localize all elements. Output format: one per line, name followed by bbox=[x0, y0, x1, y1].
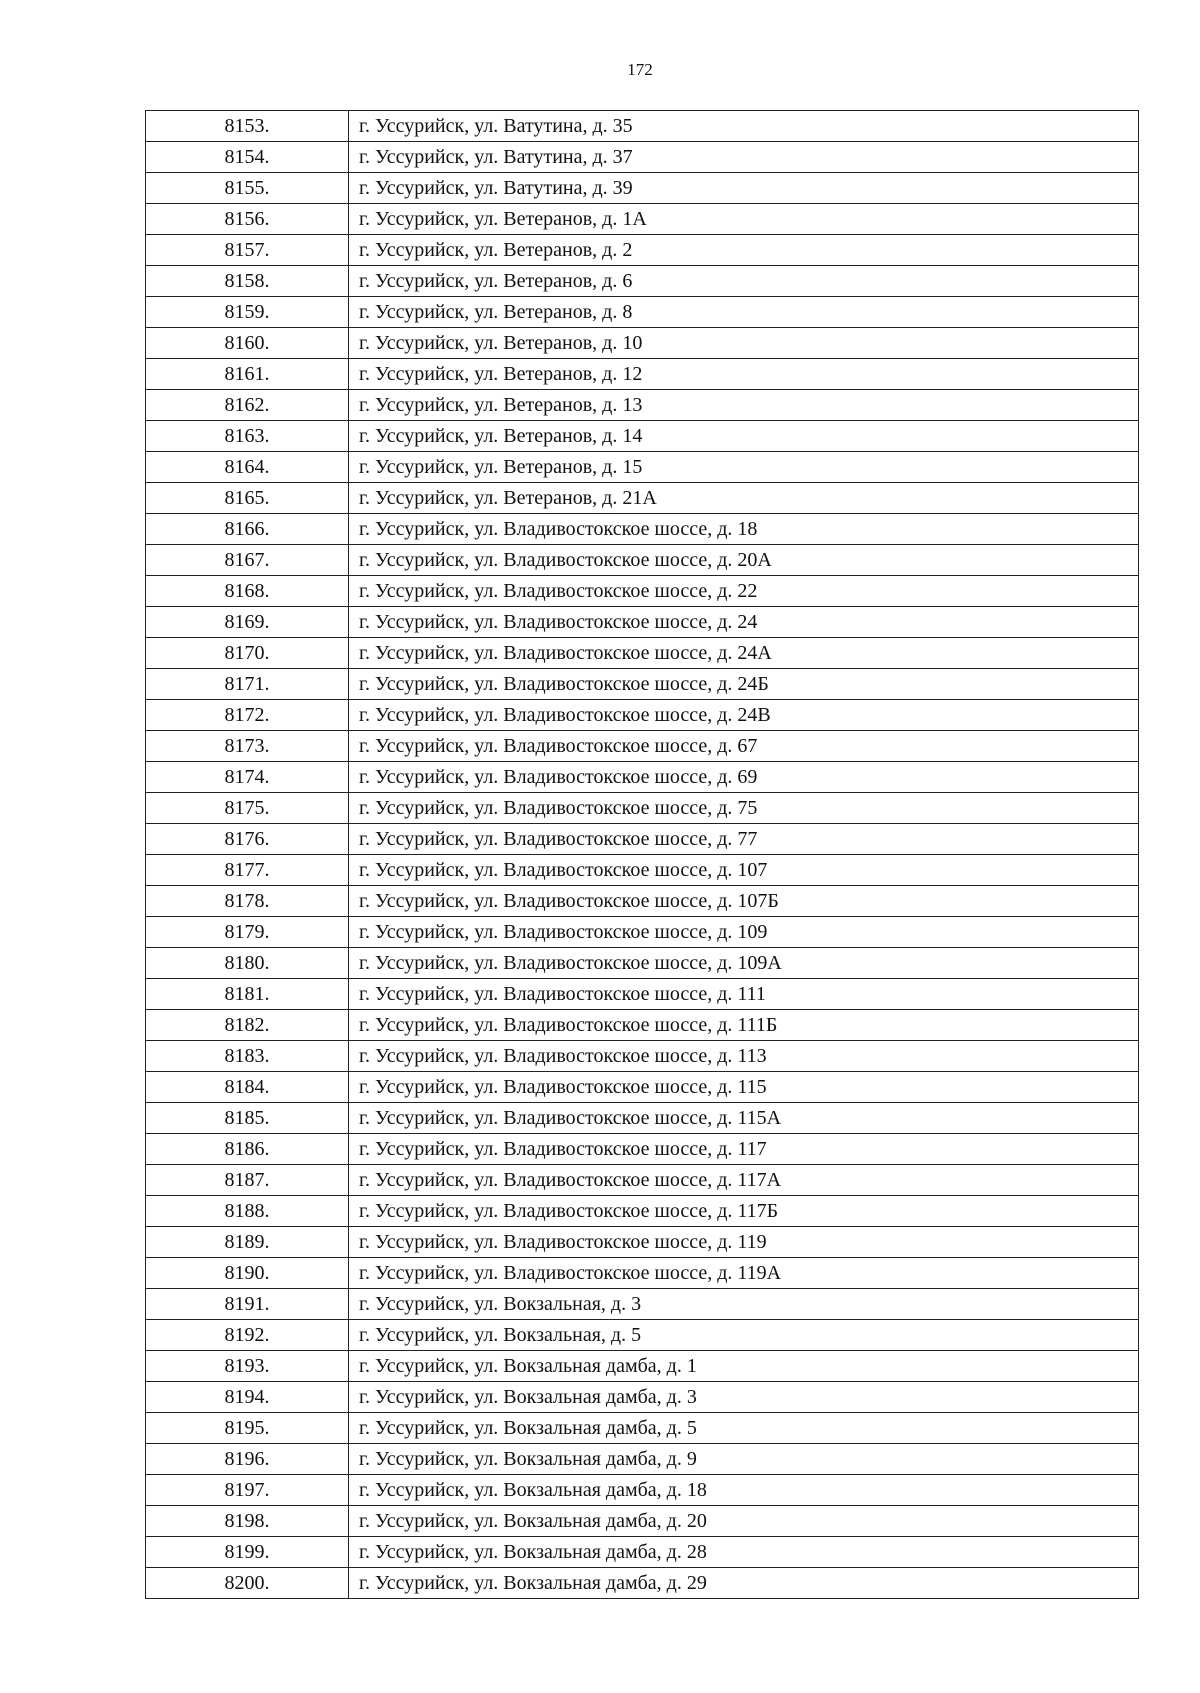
row-address: г. Уссурийск, ул. Владивостокское шоссе, д. 18 bbox=[349, 514, 1139, 545]
table-row bbox=[146, 824, 1139, 855]
row-number: 8172. bbox=[146, 700, 349, 731]
row-address: г. Уссурийск, ул. Владивостокское шоссе, д. 113 bbox=[349, 1041, 1139, 1072]
row-number: 8181. bbox=[146, 979, 349, 1010]
table-row bbox=[146, 1196, 1139, 1227]
table-row bbox=[146, 1165, 1139, 1196]
row-address: г. Уссурийск, ул. Ветеранов, д. 21А bbox=[349, 483, 1139, 514]
row-address: г. Уссурийск, ул. Ветеранов, д. 6 bbox=[349, 266, 1139, 297]
row-number: 8160. bbox=[146, 328, 349, 359]
table-row bbox=[146, 514, 1139, 545]
row-address: г. Уссурийск, ул. Владивостокское шоссе, д. 67 bbox=[349, 731, 1139, 762]
row-number: 8169. bbox=[146, 607, 349, 638]
table-row bbox=[146, 266, 1139, 297]
row-number: 8185. bbox=[146, 1103, 349, 1134]
row-number: 8193. bbox=[146, 1351, 349, 1382]
row-number: 8189. bbox=[146, 1227, 349, 1258]
row-address: г. Уссурийск, ул. Владивостокское шоссе, д. 75 bbox=[349, 793, 1139, 824]
row-address: г. Уссурийск, ул. Владивостокское шоссе, д. 111 bbox=[349, 979, 1139, 1010]
table-row bbox=[146, 173, 1139, 204]
row-number: 8173. bbox=[146, 731, 349, 762]
row-address: г. Уссурийск, ул. Владивостокское шоссе, д. 77 bbox=[349, 824, 1139, 855]
row-address: г. Уссурийск, ул. Владивостокское шоссе, д. 117А bbox=[349, 1165, 1139, 1196]
table-row bbox=[146, 1258, 1139, 1289]
row-number: 8192. bbox=[146, 1320, 349, 1351]
row-address: г. Уссурийск, ул. Ветеранов, д. 1А bbox=[349, 204, 1139, 235]
row-number: 8153. bbox=[146, 111, 349, 142]
row-address: г. Уссурийск, ул. Владивостокское шоссе, д. 109А bbox=[349, 948, 1139, 979]
table-body bbox=[146, 111, 1139, 1599]
row-address: г. Уссурийск, ул. Вокзальная дамба, д. 9 bbox=[349, 1444, 1139, 1475]
table-row bbox=[146, 1475, 1139, 1506]
table-row bbox=[146, 1289, 1139, 1320]
row-address: г. Уссурийск, ул. Владивостокское шоссе, д. 24Б bbox=[349, 669, 1139, 700]
row-number: 8199. bbox=[146, 1537, 349, 1568]
table-row bbox=[146, 1103, 1139, 1134]
row-address: г. Уссурийск, ул. Владивостокское шоссе, д. 117Б bbox=[349, 1196, 1139, 1227]
table-row bbox=[146, 1444, 1139, 1475]
row-number: 8157. bbox=[146, 235, 349, 266]
table-row bbox=[146, 421, 1139, 452]
row-address: г. Уссурийск, ул. Ватутина, д. 35 bbox=[349, 111, 1139, 142]
row-address: г. Уссурийск, ул. Владивостокское шоссе, д. 115А bbox=[349, 1103, 1139, 1134]
row-address: г. Уссурийск, ул. Вокзальная дамба, д. 29 bbox=[349, 1568, 1139, 1599]
table-row bbox=[146, 762, 1139, 793]
table-row bbox=[146, 917, 1139, 948]
table-row bbox=[146, 1382, 1139, 1413]
row-number: 8170. bbox=[146, 638, 349, 669]
row-number: 8200. bbox=[146, 1568, 349, 1599]
row-address: г. Уссурийск, ул. Ватутина, д. 39 bbox=[349, 173, 1139, 204]
table-row bbox=[146, 1227, 1139, 1258]
row-number: 8162. bbox=[146, 390, 349, 421]
row-number: 8163. bbox=[146, 421, 349, 452]
row-number: 8174. bbox=[146, 762, 349, 793]
address-table bbox=[145, 110, 1139, 1599]
table-row bbox=[146, 359, 1139, 390]
row-number: 8167. bbox=[146, 545, 349, 576]
table-row bbox=[146, 1041, 1139, 1072]
row-address: г. Уссурийск, ул. Вокзальная дамба, д. 5 bbox=[349, 1413, 1139, 1444]
table-row bbox=[146, 1320, 1139, 1351]
row-number: 8190. bbox=[146, 1258, 349, 1289]
table-row bbox=[146, 483, 1139, 514]
row-number: 8184. bbox=[146, 1072, 349, 1103]
row-number: 8180. bbox=[146, 948, 349, 979]
table-row bbox=[146, 1010, 1139, 1041]
row-address: г. Уссурийск, ул. Ветеранов, д. 15 bbox=[349, 452, 1139, 483]
row-address: г. Уссурийск, ул. Владивостокское шоссе, д. 119 bbox=[349, 1227, 1139, 1258]
table-row bbox=[146, 235, 1139, 266]
row-address: г. Уссурийск, ул. Владивостокское шоссе, д. 111Б bbox=[349, 1010, 1139, 1041]
row-address: г. Уссурийск, ул. Ветеранов, д. 8 bbox=[349, 297, 1139, 328]
row-number: 8161. bbox=[146, 359, 349, 390]
table-row bbox=[146, 1072, 1139, 1103]
row-number: 8178. bbox=[146, 886, 349, 917]
row-number: 8154. bbox=[146, 142, 349, 173]
row-number: 8156. bbox=[146, 204, 349, 235]
row-number: 8182. bbox=[146, 1010, 349, 1041]
row-address: г. Уссурийск, ул. Владивостокское шоссе, д. 119А bbox=[349, 1258, 1139, 1289]
table-row bbox=[146, 886, 1139, 917]
table-row bbox=[146, 855, 1139, 886]
row-address: г. Уссурийск, ул. Вокзальная дамба, д. 18 bbox=[349, 1475, 1139, 1506]
row-address: г. Уссурийск, ул. Вокзальная дамба, д. 1 bbox=[349, 1351, 1139, 1382]
row-address: г. Уссурийск, ул. Владивостокское шоссе, д. 24В bbox=[349, 700, 1139, 731]
row-address: г. Уссурийск, ул. Ватутина, д. 37 bbox=[349, 142, 1139, 173]
table-row bbox=[146, 1506, 1139, 1537]
row-address: г. Уссурийск, ул. Вокзальная дамба, д. 3 bbox=[349, 1382, 1139, 1413]
table-row bbox=[146, 731, 1139, 762]
table-row bbox=[146, 1568, 1139, 1599]
table-row bbox=[146, 1134, 1139, 1165]
table-row bbox=[146, 390, 1139, 421]
table-row bbox=[146, 669, 1139, 700]
table-row bbox=[146, 452, 1139, 483]
row-number: 8196. bbox=[146, 1444, 349, 1475]
row-address: г. Уссурийск, ул. Владивостокское шоссе, д. 24А bbox=[349, 638, 1139, 669]
table-row bbox=[146, 979, 1139, 1010]
row-number: 8158. bbox=[146, 266, 349, 297]
row-address: г. Уссурийск, ул. Ветеранов, д. 10 bbox=[349, 328, 1139, 359]
row-address: г. Уссурийск, ул. Владивостокское шоссе, д. 20А bbox=[349, 545, 1139, 576]
row-number: 8186. bbox=[146, 1134, 349, 1165]
row-number: 8177. bbox=[146, 855, 349, 886]
row-number: 8176. bbox=[146, 824, 349, 855]
row-address: г. Уссурийск, ул. Вокзальная, д. 5 bbox=[349, 1320, 1139, 1351]
row-address: г. Уссурийск, ул. Владивостокское шоссе, д. 24 bbox=[349, 607, 1139, 638]
row-number: 8164. bbox=[146, 452, 349, 483]
row-address: г. Уссурийск, ул. Вокзальная дамба, д. 28 bbox=[349, 1537, 1139, 1568]
row-address: г. Уссурийск, ул. Владивостокское шоссе, д. 107Б bbox=[349, 886, 1139, 917]
row-address: г. Уссурийск, ул. Владивостокское шоссе, д. 107 bbox=[349, 855, 1139, 886]
table-row bbox=[146, 1351, 1139, 1382]
table-row bbox=[146, 1537, 1139, 1568]
row-address: г. Уссурийск, ул. Вокзальная, д. 3 bbox=[349, 1289, 1139, 1320]
table-row bbox=[146, 638, 1139, 669]
row-number: 8197. bbox=[146, 1475, 349, 1506]
table-row bbox=[146, 142, 1139, 173]
row-number: 8187. bbox=[146, 1165, 349, 1196]
table-row bbox=[146, 1413, 1139, 1444]
row-number: 8183. bbox=[146, 1041, 349, 1072]
row-number: 8175. bbox=[146, 793, 349, 824]
row-number: 8194. bbox=[146, 1382, 349, 1413]
row-number: 8191. bbox=[146, 1289, 349, 1320]
row-address: г. Уссурийск, ул. Владивостокское шоссе, д. 117 bbox=[349, 1134, 1139, 1165]
row-number: 8195. bbox=[146, 1413, 349, 1444]
table-row bbox=[146, 793, 1139, 824]
row-address: г. Уссурийск, ул. Владивостокское шоссе, д. 69 bbox=[349, 762, 1139, 793]
row-address: г. Уссурийск, ул. Ветеранов, д. 14 bbox=[349, 421, 1139, 452]
row-address: г. Уссурийск, ул. Ветеранов, д. 13 bbox=[349, 390, 1139, 421]
table-row bbox=[146, 297, 1139, 328]
row-number: 8155. bbox=[146, 173, 349, 204]
table-row bbox=[146, 545, 1139, 576]
row-number: 8166. bbox=[146, 514, 349, 545]
table-row bbox=[146, 204, 1139, 235]
row-number: 8171. bbox=[146, 669, 349, 700]
row-address: г. Уссурийск, ул. Владивостокское шоссе, д. 115 bbox=[349, 1072, 1139, 1103]
row-address: г. Уссурийск, ул. Владивостокское шоссе, д. 22 bbox=[349, 576, 1139, 607]
row-number: 8159. bbox=[146, 297, 349, 328]
row-number: 8179. bbox=[146, 917, 349, 948]
page-number: 172 bbox=[627, 60, 653, 79]
row-address: г. Уссурийск, ул. Ветеранов, д. 12 bbox=[349, 359, 1139, 390]
row-number: 8198. bbox=[146, 1506, 349, 1537]
table-row bbox=[146, 607, 1139, 638]
table-row bbox=[146, 111, 1139, 142]
row-number: 8165. bbox=[146, 483, 349, 514]
table-row bbox=[146, 328, 1139, 359]
table-row bbox=[146, 700, 1139, 731]
row-address: г. Уссурийск, ул. Вокзальная дамба, д. 20 bbox=[349, 1506, 1139, 1537]
table-row bbox=[146, 948, 1139, 979]
row-address: г. Уссурийск, ул. Ветеранов, д. 2 bbox=[349, 235, 1139, 266]
row-number: 8168. bbox=[146, 576, 349, 607]
table-row bbox=[146, 576, 1139, 607]
row-address: г. Уссурийск, ул. Владивостокское шоссе, д. 109 bbox=[349, 917, 1139, 948]
row-number: 8188. bbox=[146, 1196, 349, 1227]
